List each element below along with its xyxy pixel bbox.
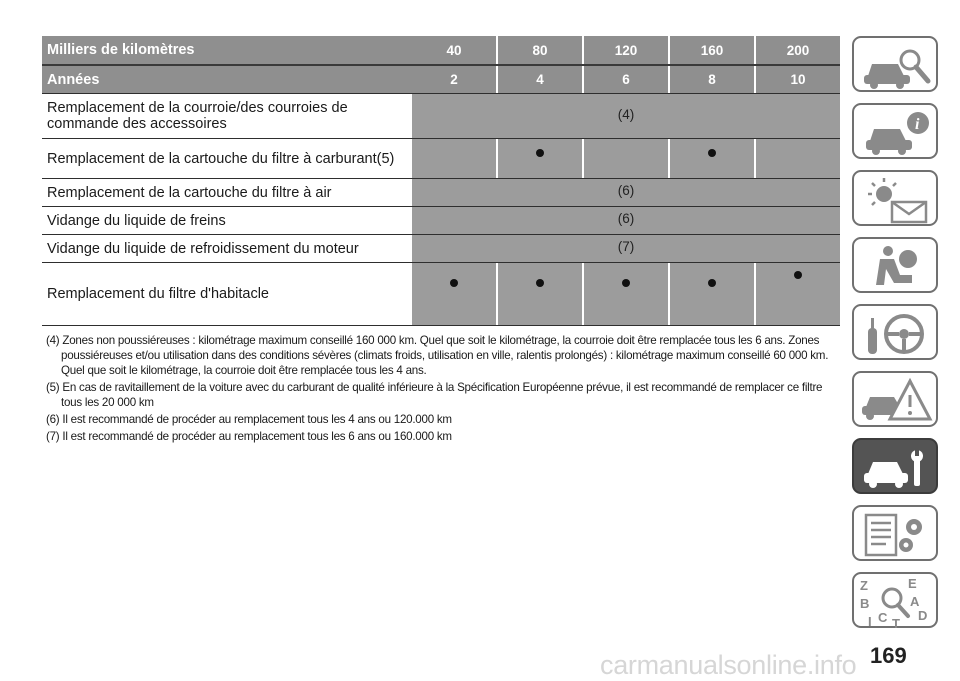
footnote-reference: (6)	[617, 211, 635, 226]
header-years-cell: 2	[450, 72, 458, 87]
alphabetical-index-search-icon	[854, 574, 940, 630]
row-span-cell	[412, 179, 840, 206]
warning-light-message-icon	[854, 172, 940, 228]
header-km-label: Milliers de kilomètres	[47, 42, 195, 58]
tab-car-search[interactable]	[852, 36, 938, 92]
interval-cell	[582, 263, 668, 325]
header-km-cell: 160	[668, 36, 754, 64]
footnote: (5) En cas de ravitaillement de la voiture avec du carburant de qualité inférieure à la Spécification Européenne prévue, il est recommandé de remplacer ce filtre tous les 20 000 km	[46, 381, 823, 409]
interval-cell	[668, 263, 754, 325]
footnote: (6) Il est recommandé de procéder au remplacement tous les 4 ans ou 120.000 km	[46, 413, 452, 426]
footnote-reference: (6)	[617, 183, 635, 198]
maintenance-table	[42, 36, 840, 326]
interval-cell	[496, 263, 582, 325]
row-span-cell	[412, 235, 840, 262]
car-info-icon	[854, 105, 940, 161]
index-letter: C	[878, 610, 888, 625]
table-row	[42, 206, 840, 234]
row-label	[42, 94, 412, 138]
tab-car-info[interactable]	[852, 103, 938, 159]
table-row	[42, 138, 840, 178]
tab-maintenance[interactable]	[852, 438, 938, 494]
header-km-cell: 40	[446, 42, 462, 58]
index-letter: T	[892, 616, 900, 630]
footnote: (4) Zones non poussiéreuses : kilométrage maximum conseillé 160 000 km. Quel que soit le kilométrage, la courroie doit être remplacée tous les 6 ans. Zones poussiéreuses et/ou utilisation dans des conditions sévères (climats froids, utilisation en ville, ralentis prolongés) : kilométrage maximum conseillé 60 000 km. Quel que soit le kilométrage, la courroie doit être remplacée tous les 4 ans.	[46, 334, 829, 377]
service-dot	[708, 149, 716, 157]
car-wrench-icon	[854, 440, 940, 496]
header-km-cell: 80	[496, 36, 582, 64]
row-span-cell	[412, 94, 840, 138]
header-years-row	[42, 64, 840, 93]
header-years-label: Années	[47, 71, 100, 88]
index-letter: I	[868, 614, 872, 629]
tab-index[interactable]	[852, 572, 938, 628]
interval-cell	[412, 139, 496, 178]
interval-cell	[754, 139, 840, 178]
table-row	[42, 234, 840, 262]
row-cells	[412, 263, 840, 325]
technical-data-gear-icon	[854, 507, 940, 563]
row-label: Remplacement de la cartouche du filtre à air	[47, 184, 332, 201]
header-km-cell: 200	[754, 36, 840, 64]
service-dot	[708, 279, 716, 287]
tab-emergency[interactable]	[852, 371, 938, 427]
service-dot	[536, 279, 544, 287]
service-dot	[536, 149, 544, 157]
row-label-line: commande des accessoires	[47, 116, 227, 132]
index-letter: A	[910, 594, 920, 609]
interval-cell	[582, 139, 668, 178]
index-letter: D	[918, 608, 928, 623]
interval-cell	[668, 139, 754, 178]
footnote-reference: (7)	[617, 239, 635, 254]
service-dot	[794, 271, 802, 279]
header-km-cell: 120	[582, 36, 668, 64]
service-dot	[622, 279, 630, 287]
tab-warning-lights[interactable]	[852, 170, 938, 226]
row-label: Remplacement de la cartouche du filtre à carburant(5)	[47, 150, 395, 167]
row-label-line: Remplacement de la courroie/des courroies de	[47, 100, 348, 116]
row-span-cell	[412, 207, 840, 234]
header-years-cell: 8	[668, 66, 754, 93]
car-breakdown-warning-icon	[854, 373, 940, 429]
table-row	[42, 262, 840, 326]
interval-cell	[754, 263, 840, 325]
table-row	[42, 93, 840, 138]
tab-technical-data[interactable]	[852, 505, 938, 561]
car-search-icon	[854, 38, 940, 94]
interval-cell	[412, 263, 496, 325]
page-number: 169	[870, 643, 907, 668]
key-steering-wheel-icon	[854, 306, 940, 362]
row-label: Remplacement du filtre d'habitacle	[47, 286, 269, 302]
svg-text:i: i	[915, 116, 920, 133]
index-letter: E	[908, 576, 917, 591]
index-letter: Z	[860, 578, 868, 593]
tab-starting-driving[interactable]	[852, 304, 938, 360]
header-years-cell: 4	[496, 66, 582, 93]
seat-airbag-icon	[854, 239, 940, 295]
service-dot	[450, 279, 458, 287]
watermark: carmanualsonline.info	[600, 650, 857, 680]
footnote: (7) Il est recommandé de procéder au remplacement tous les 6 ans ou 160.000 km	[46, 430, 452, 443]
row-label: Vidange du liquide de freins	[47, 212, 226, 229]
interval-cell	[496, 139, 582, 178]
header-km-row	[42, 36, 840, 64]
row-label: Vidange du liquide de refroidissement du moteur	[47, 240, 359, 257]
footnote-reference: (4)	[617, 107, 635, 122]
header-years-cell: 6	[582, 66, 668, 93]
header-years-cell: 10	[754, 66, 840, 93]
footnotes	[46, 333, 846, 446]
tab-seat-airbag[interactable]	[852, 237, 938, 293]
row-cells	[412, 139, 840, 178]
index-letter: B	[860, 596, 870, 611]
table-row	[42, 178, 840, 206]
